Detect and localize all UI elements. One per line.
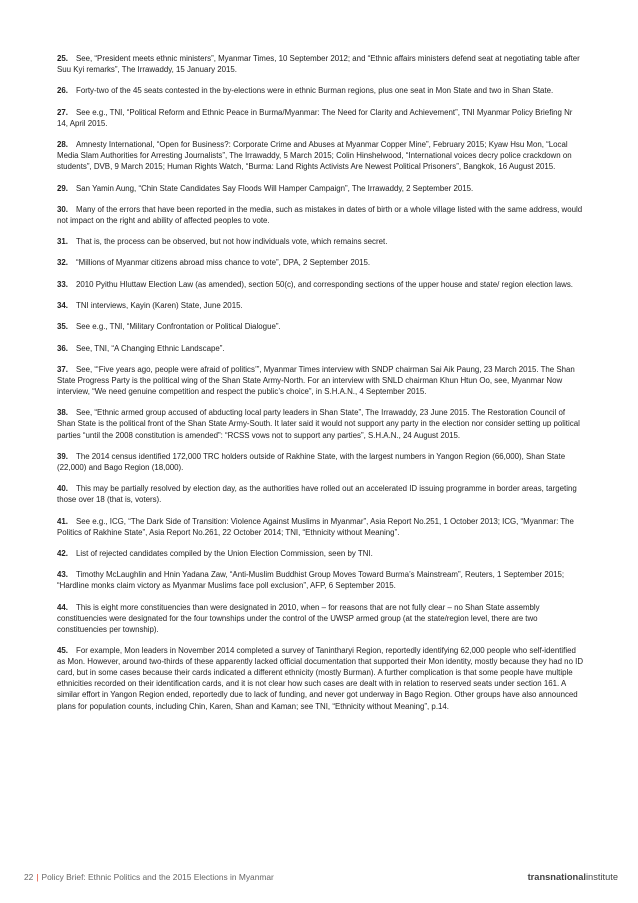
endnote-text: The 2014 census identified 172,000 TRC holders outside of Rakhine State, with the largest numbers in Yangon Region (66,000), Shan State (22,000) and Bago Region (18,000). [57,451,566,472]
endnote-item [57,645,585,712]
endnote-text: This is eight more constituencies than were designated in 2010, when – for reasons that are not fully clear – no Shan State assembly constituencies were designated for the four townships under the control of the UWSP armed group (at the state/region level, there are two constituencies per township). [57,602,540,634]
endnote-number: 44. [57,602,68,612]
endnote-number: 32. [57,258,68,268]
endnote-text: See, TNI, “A Changing Ethnic Landscape”. [76,343,225,353]
endnote-text: Forty-two of the 45 seats contested in the by-elections were in ethnic Burman regions, plus one seat in Mon State and two in Shan State. [76,86,554,96]
endnote-item [57,364,585,397]
endnote-item [57,602,585,635]
endnote-item [57,53,585,75]
endnote-number: 36. [57,343,68,353]
endnote-item [57,548,585,559]
endnote-number: 28. [57,140,68,150]
endnote-item [57,183,585,194]
endnote-number: 37. [57,364,68,374]
endnote-number: 29. [57,183,68,193]
endnote-item [57,451,585,473]
endnote-text: See, “Ethnic armed group accused of abducting local party leaders in Shan State”, The Irrawaddy, 23 June 2015. The Restoration Council of Shan State is the political front of the Shan State Army-South. It later said it would not support any party in the election nor consider setting up political parties “until the 2008 constitution is amended”: “RCSS vows not to support any parties”, S.H.A.N., 24 August 2015. [57,408,580,440]
endnote-text: List of rejected candidates compiled by the Union Election Commission, seen by TNI. [76,548,373,558]
brand-bold: transnational [527,872,586,882]
endnote-item [57,107,585,129]
endnote-text: See, “‘Five years ago, people were afraid of politics’”, Myanmar Times interview with SNDP chairman Sai Aik Paung, 23 March 2015. The Shan State Progress Party is the political wing of the Shan State Army-North. For an interview with SNLD chairman Khun Htun Oo, see, Myanmar Now interview, “We need genuine competition and respect the public’s choice”, in S.H.A.N., 4 September 2015. [57,364,575,397]
endnote-number: 33. [57,279,68,289]
footer-title: Policy Brief: Ethnic Politics and the 2015 Elections in Myanmar [41,872,274,882]
endnote-text: See, “President meets ethnic ministers”, Myanmar Times, 10 September 2012; and “Ethnic affairs ministers defend seat at negotiating table after Suu Kyi remarks”, The Irrawaddy, 15 January 2015. [57,54,580,75]
endnote-text: 2010 Pyithu Hluttaw Election Law (as amended), section 50(c), and corresponding sections of the upper house and state/ region election laws. [76,279,573,289]
endnote-text: Many of the errors that have been reported in the media, such as mistakes in dates of birth or a whole village listed with the same address, would not impact on the right and ability of affected peoples to vote. [57,204,583,225]
endnotes-list [57,53,585,722]
endnote-number: 43. [57,570,68,580]
endnote-number: 39. [57,451,68,461]
endnote-item [57,483,585,505]
endnote-text: See e.g., TNI, “Military Confrontation or Political Dialogue”. [76,322,281,332]
endnote-item [57,321,585,332]
endnote-number: 25. [57,54,68,63]
endnote-number: 35. [57,322,68,332]
endnote-text: Amnesty International, “Open for Business?: Corporate Crime and Abuses at Myanmar Copper Mine”, February 2015; Kyaw Hsu Mon, “Local Media Slam Authorities for Arresting Journalists”, The Irrawaddy, 5 March 2015; Colin Hinshelwood, “International voices decry police crackdown on students”, DVB, 9 March 2015; Human Rights Watch, “Burma: Land Rights Activists Are Newest Political Prisoners”, Bangkok, 16 August 2015. [57,140,572,172]
endnote-text: This may be partially resolved by election day, as the authorities have rolled out an accelerated ID issuing programme in border areas, targeting those over 18 (that is, voters). [57,484,577,505]
endnote-number: 26. [57,86,68,96]
endnote-number: 30. [57,204,68,214]
endnote-text: San Yamin Aung, “Chin State Candidates Say Floods Will Hamper Campaign”, The Irrawaddy, 2 September 2015. [76,183,474,193]
endnote-item [57,407,585,440]
endnote-number: 42. [57,548,68,558]
endnote-text: That is, the process can be observed, but not how individuals vote, which remains secret. [76,237,388,247]
endnote-text: TNI interviews, Kayin (Karen) State, June 2015. [76,301,243,310]
endnote-number: 34. [57,301,68,310]
endnote-number: 45. [57,646,68,656]
brand-regular: institute [585,872,618,882]
endnote-item [57,569,585,591]
endnote-item [57,257,585,268]
endnote-item [57,204,585,226]
page-footer [24,872,618,884]
endnote-item [57,343,585,354]
endnote-number: 38. [57,408,68,418]
endnote-text: “Millions of Myanmar citizens abroad miss chance to vote”, DPA, 2 September 2015. [76,258,371,268]
endnote-number: 27. [57,107,68,117]
endnote-item [57,139,585,172]
endnote-text: See e.g., TNI, “Political Reform and Ethnic Peace in Burma/Myanmar: The Need for Clarity and Achievement”, TNI Myanmar Policy Briefing Nr 14, April 2015. [57,107,573,128]
endnote-text: Timothy McLaughlin and Hnin Yadana Zaw, “Anti-Muslim Buddhist Group Moves Toward Burma’s Mainstream”, Reuters, 1 September 2015; “Hardline monks claim victory as Myanmar Muslims face poll exclusion”, AFP, 6 September 2015. [57,570,565,591]
endnote-number: 41. [57,516,68,526]
endnote-item [57,85,585,96]
endnote-text: For example, Mon leaders in November 2014 completed a survey of Tanintharyi Region, reportedly identifying 62,000 people who self-identified as Mon. However, around two-thirds of these apparently lacked official documentation that supported their Mon identity, mostly because they had no ID card, but in some cases because their cards indicated a different ethnicity (mostly Burman). A further complication is that some people have multiple ethnicities recorded on their identification cards, and it is not clear how such cases are dealt with in relation to reserved seats under section 161. A similar effort in Yangon Region ended, reportedly due to lack of funding, and never got underway in Bago Region. Other groups have also announced plans for population counts, including Chin, Karen, Shan and Kaman; see TNI, “Ethnicity without Meaning”, p.14. [57,646,584,711]
endnote-text: See e.g., ICG, “The Dark Side of Transition: Violence Against Muslims in Myanmar”, Asia Report No.251, 1 October 2013; ICG, “Myanmar: The Politics of Rakhine State”, Asia Report No.261, 22 October 2014; TNI, “Ethnicity without Meaning”. [57,516,574,537]
endnote-item [57,300,585,311]
endnote-item [57,279,585,290]
endnote-number: 40. [57,484,68,494]
page-number: 22 [24,872,34,882]
endnote-number: 31. [57,237,68,247]
publisher-logo [528,872,618,882]
footer-separator: | [36,872,39,882]
endnote-item [57,236,585,247]
endnote-item [57,516,585,538]
